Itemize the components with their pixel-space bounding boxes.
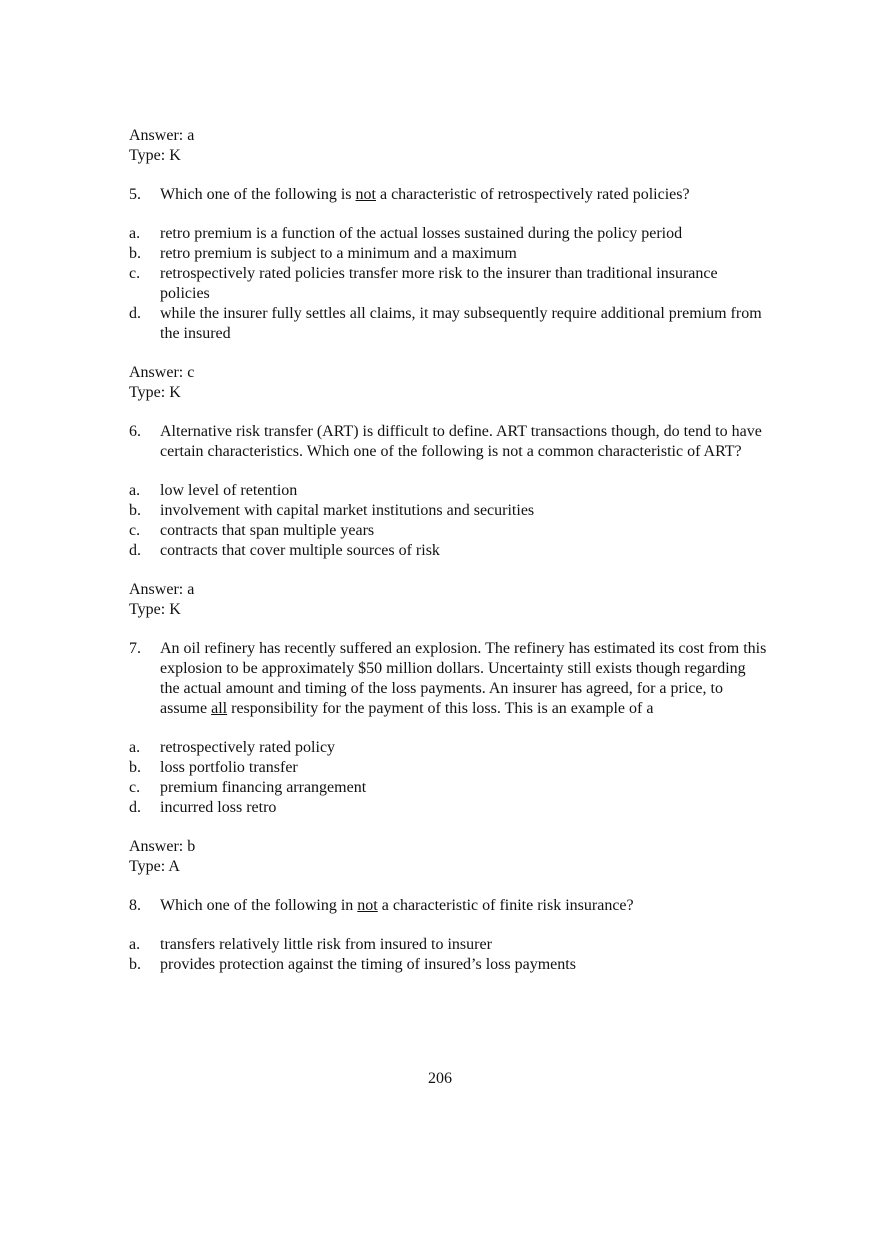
option-d: d. while the insurer fully settles all claims, it may subsequently require additional premium from the insured xyxy=(129,305,762,342)
answer-block-q6 xyxy=(129,580,769,620)
option-a: a. low level of retention xyxy=(129,482,298,499)
option-c: c. contracts that span multiple years xyxy=(129,522,375,539)
question-text: An oil refinery has recently suffered an explosion. The refinery has estimated its cost from this explosion to be approximately $50 million dollars. Uncertainty still exists though regarding the actual amount and timing of the loss payments. An insurer has agreed, for a price, to assume all responsibility for the payment of this loss. This is an example of a xyxy=(160,640,767,717)
answer-line: Answer: b xyxy=(129,838,196,855)
answer-block-q7 xyxy=(129,837,769,877)
option-a: a. retro premium is a function of the actual losses sustained during the policy period xyxy=(129,225,683,242)
type-line: Type: A xyxy=(129,858,180,875)
question-number: 6. xyxy=(129,423,141,440)
question-8 xyxy=(129,896,769,916)
type-line: Type: K xyxy=(129,384,181,401)
option-c: c. premium financing arrangement xyxy=(129,779,367,796)
option-a: a. retrospectively rated policy xyxy=(129,739,336,756)
option-b: b. loss portfolio transfer xyxy=(129,759,298,776)
answer-line: Answer: a xyxy=(129,127,195,144)
option-c: c. retrospectively rated policies transfer more risk to the insurer than traditional insurance policies xyxy=(129,265,718,302)
option-b: b. provides protection against the timing of insured’s loss payments xyxy=(129,956,576,973)
option-a: a. transfers relatively little risk from insured to insurer xyxy=(129,936,492,953)
question-5 xyxy=(129,185,769,205)
options-list-q5 xyxy=(129,224,769,344)
options-list-q8 xyxy=(129,935,769,975)
question-text: Which one of the following is not a characteristic of retrospectively rated policies? xyxy=(160,186,690,203)
option-b: b. retro premium is subject to a minimum and a maximum xyxy=(129,245,517,262)
page-content xyxy=(129,126,769,975)
options-list-q6 xyxy=(129,481,769,561)
answer-block-q5 xyxy=(129,363,769,403)
option-d: d. incurred loss retro xyxy=(129,799,277,816)
question-number: 7. xyxy=(129,640,141,657)
question-text: Alternative risk transfer (ART) is difficult to define. ART transactions though, do tend to have certain characteristics. Which one of the following is not a common characteristic of ART? xyxy=(160,423,762,460)
answer-line: Answer: a xyxy=(129,581,195,598)
question-7 xyxy=(129,639,769,719)
question-number: 5. xyxy=(129,186,141,203)
option-d: d. contracts that cover multiple sources of risk xyxy=(129,542,440,559)
type-line: Type: K xyxy=(129,601,181,618)
options-list-q7 xyxy=(129,738,769,818)
option-b: b. involvement with capital market institutions and securities xyxy=(129,502,535,519)
answer-block-q4 xyxy=(129,126,769,166)
type-line: Type: K xyxy=(129,147,181,164)
question-number: 8. xyxy=(129,897,141,914)
answer-line: Answer: c xyxy=(129,364,195,381)
question-6 xyxy=(129,422,769,462)
question-text: Which one of the following in not a characteristic of finite risk insurance? xyxy=(160,897,634,914)
page-number: 206 xyxy=(428,1070,452,1087)
